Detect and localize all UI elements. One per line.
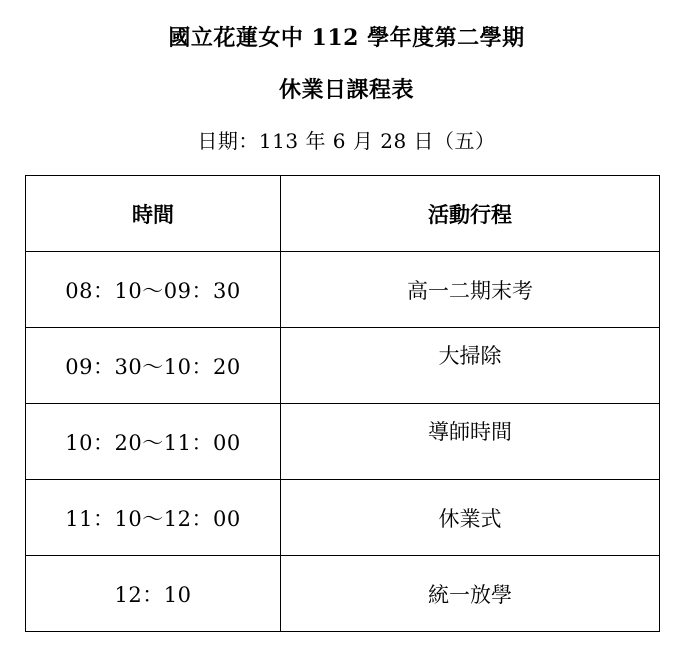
table-header-row <box>26 176 660 252</box>
table-row <box>26 480 660 556</box>
table-row <box>26 556 660 632</box>
table-row <box>26 252 660 328</box>
time-cell: 09：30～10：20 <box>26 328 281 404</box>
column-header-time: 時間 <box>26 176 281 252</box>
date-line: 日期：113 年 6 月 28 日（五） <box>197 129 496 153</box>
activity-cell: 休業式 <box>281 480 660 556</box>
time-cell: 12：10 <box>26 556 281 632</box>
schedule-table <box>25 175 660 632</box>
activity-cell: 統一放學 <box>281 556 660 632</box>
activity-cell: 高一二期末考 <box>281 252 660 328</box>
column-header-activity: 活動行程 <box>281 176 660 252</box>
document-title: 國立花蓮女中 112 學年度第二學期 <box>168 25 525 51</box>
document-subtitle: 休業日課程表 <box>278 77 414 103</box>
time-cell: 10：20～11：00 <box>26 404 281 480</box>
time-cell: 11：10～12：00 <box>26 480 281 556</box>
table-row <box>26 328 660 404</box>
activity-cell: 大掃除 <box>281 328 660 404</box>
table-row <box>26 404 660 480</box>
time-cell: 08：10～09：30 <box>26 252 281 328</box>
activity-cell: 導師時間 <box>281 404 660 480</box>
